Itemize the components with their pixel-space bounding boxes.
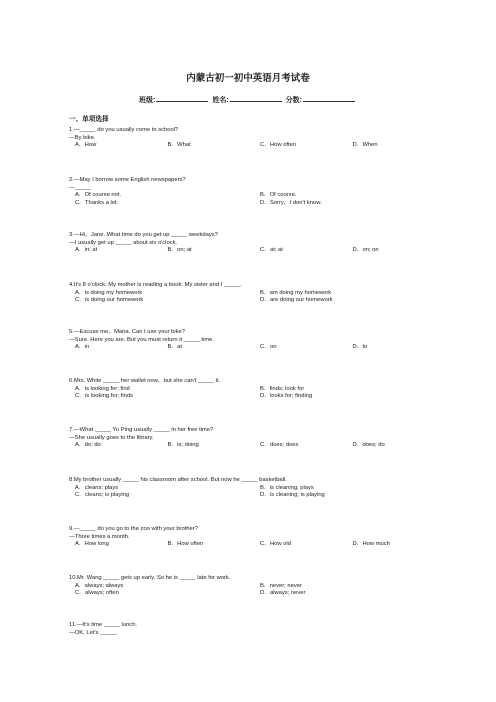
option-d[interactable]: D．does; do [352, 442, 385, 449]
option-b[interactable]: B．How often [167, 541, 204, 548]
options-row [69, 247, 439, 255]
question-2 [69, 177, 439, 207]
options-row [69, 344, 439, 352]
option-d[interactable]: D．to [352, 344, 368, 351]
option-a[interactable]: A．How [75, 142, 97, 149]
question-line2: —By bike. [69, 134, 96, 141]
question-1 [69, 127, 439, 150]
question-line2: —She usually goes to the library. [69, 434, 154, 441]
question-7 [69, 427, 439, 450]
option-c[interactable]: C．How old [260, 541, 291, 548]
options-row [69, 583, 439, 591]
section-heading: 一、单项选择 [69, 116, 109, 123]
option-b[interactable]: B．is; doing [167, 442, 199, 449]
option-c[interactable]: C．does; does [260, 442, 299, 449]
options-row [69, 590, 439, 598]
question-10 [69, 575, 439, 598]
question-8 [69, 477, 439, 500]
options-row [69, 485, 439, 493]
options-row [69, 200, 439, 208]
student-info-line [0, 94, 496, 105]
question-line2: —I usually get up _____ about six o'clock. [69, 239, 178, 246]
options-row [69, 142, 439, 150]
option-d[interactable]: D．When [352, 142, 378, 149]
question-stem: 1.—_____ do you usually come to school? [69, 127, 179, 133]
question-stem: 5.—Excuse me，Maria. Can I use your bike? [69, 329, 185, 335]
option-a[interactable]: A．cleans; plays [75, 484, 119, 491]
option-b[interactable]: B．at [167, 344, 182, 351]
name-blank[interactable] [230, 94, 282, 102]
question-stem: 11.—It's time _____ lunch. [69, 622, 138, 628]
page-title: 内蒙古初一初中英语月考试卷 [186, 74, 310, 84]
question-stem: 7.—What _____ Yu Ping usually _____ in her free time? [69, 427, 214, 433]
question-9 [69, 526, 439, 549]
question-stem: 6.Mrs. White _____ her wallet now，but she can't _____ it. [69, 378, 221, 384]
option-c[interactable]: C．always; often [75, 590, 119, 597]
option-d[interactable]: D．looks for; finding [260, 393, 313, 400]
question-stem: 4.It's 8 o'clock. My mother is reading a book. My sister and I _____. [69, 282, 242, 288]
question-stem: 2.—May I borrow some English newspapers? [69, 177, 186, 183]
question-line2: —Sure. Here you are. But you must return it _____ time. [69, 336, 214, 343]
option-a[interactable]: A．is doing my homework [75, 289, 143, 296]
question-6 [69, 378, 439, 401]
option-b[interactable]: B．Of course. [260, 192, 297, 199]
option-c[interactable]: C．Thanks a lot. [75, 199, 119, 206]
option-b[interactable]: B．finds; look for [260, 385, 305, 392]
question-stem: 9.—_____ do you go to the zoo with your brother? [69, 526, 198, 532]
option-a[interactable]: A．is looking for; find [75, 385, 130, 392]
options-row [69, 192, 439, 200]
option-d[interactable]: D．always; never [260, 590, 306, 597]
option-a[interactable]: A．in [75, 344, 90, 351]
question-4 [69, 282, 439, 305]
option-d[interactable]: D．is cleaning; is playing [260, 492, 325, 499]
options-row [69, 290, 439, 298]
question-11 [69, 622, 439, 637]
options-row [69, 442, 439, 450]
question-stem: 3.—Hi，Jane. What time do you get up _____ weekdays? [69, 232, 218, 238]
option-b[interactable]: B．What [167, 142, 191, 149]
option-c[interactable]: C．on [260, 344, 277, 351]
option-d[interactable]: D．are doing our homework [260, 297, 333, 304]
option-a[interactable]: A．How long [75, 541, 109, 548]
option-a[interactable]: A．Of course not. [75, 192, 122, 199]
option-d[interactable]: D．Sorry，I don't know. [260, 199, 322, 206]
option-b[interactable]: B．on; at [167, 247, 192, 254]
question-stem: 10.Mr. Wang _____ gets up early. So he is _____ late for work. [69, 575, 231, 581]
option-c[interactable]: C．is doing our homework [75, 297, 144, 304]
option-c[interactable]: C．cleans; is playing [75, 492, 130, 499]
question-line2: —_____ [69, 184, 91, 191]
score-label: 分数: [285, 97, 302, 104]
option-c[interactable]: C．at; at [260, 247, 283, 254]
option-b[interactable]: B．am doing my homework [260, 289, 332, 296]
option-a[interactable]: A．in; at [75, 247, 98, 254]
class-blank[interactable] [156, 94, 208, 102]
question-5 [69, 329, 439, 352]
question-3 [69, 232, 439, 255]
question-line2: —Three times a month. [69, 533, 130, 540]
class-label: 班级: [139, 97, 156, 104]
question-stem: 8.My brother usually _____ his classroom after school. But now he _____ basketball. [69, 477, 287, 483]
name-label: 姓名: [212, 97, 229, 104]
option-d[interactable]: D．How much [352, 541, 390, 548]
question-line2: —OK. Let's _____. [69, 629, 118, 636]
option-a[interactable]: A．always; always [75, 582, 124, 589]
score-blank[interactable] [303, 94, 355, 102]
options-row [69, 393, 439, 401]
option-b[interactable]: B．is cleaning; plays [260, 484, 314, 491]
option-c[interactable]: C．How often [260, 142, 297, 149]
options-row [69, 297, 439, 305]
option-b[interactable]: B．never; never [260, 582, 302, 589]
option-c[interactable]: C．is looking for; finds [75, 393, 133, 400]
options-row [69, 541, 439, 549]
options-row [69, 492, 439, 500]
option-d[interactable]: D．on; on [352, 247, 379, 254]
options-row [69, 386, 439, 394]
option-a[interactable]: A．do; do [75, 442, 101, 449]
